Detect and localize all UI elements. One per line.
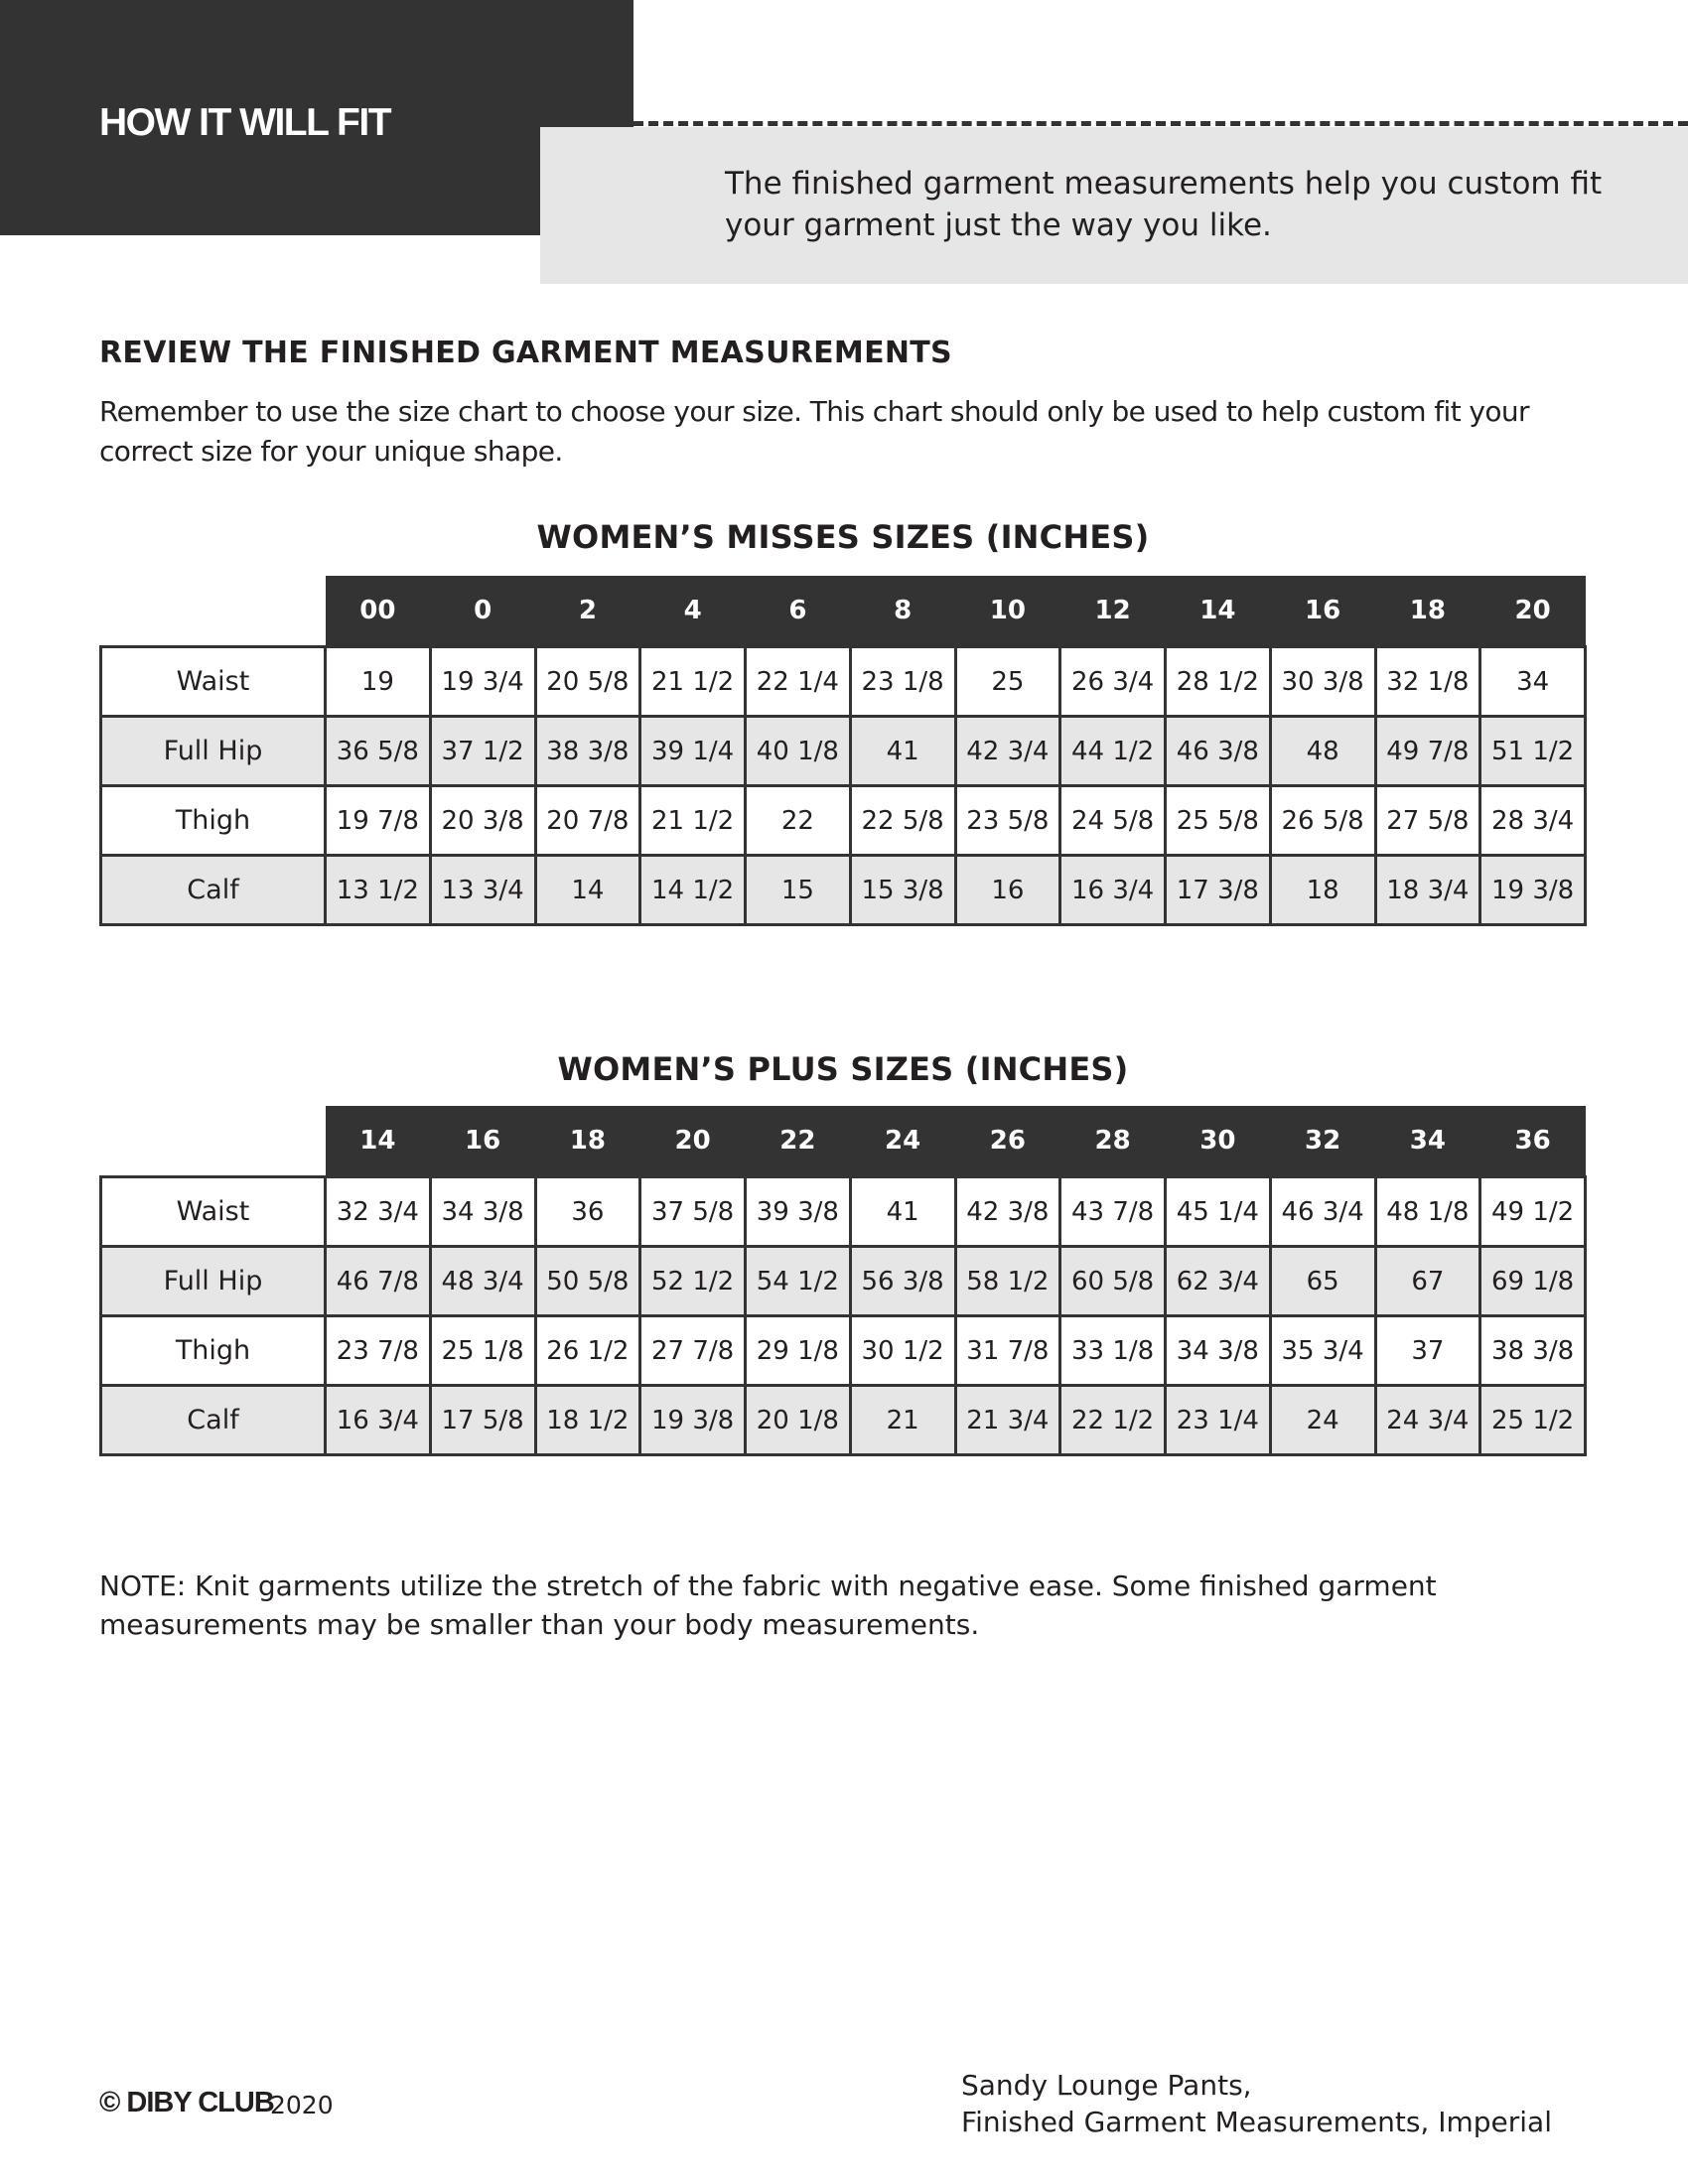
measurement-cell: 21 1/2 (640, 647, 746, 717)
measurement-cell: 17 5/8 (430, 1386, 535, 1455)
measurement-cell: 22 (746, 786, 851, 856)
measurement-cell: 56 3/8 (850, 1247, 955, 1316)
size-header-cell: 10 (955, 576, 1060, 647)
measurement-cell: 40 1/8 (746, 717, 851, 786)
measurement-cell: 27 7/8 (640, 1316, 746, 1386)
size-header-cell: 4 (640, 576, 746, 647)
measurement-cell: 15 (746, 856, 851, 925)
measurement-cell: 23 7/8 (326, 1316, 431, 1386)
measurement-cell: 58 1/2 (955, 1247, 1060, 1316)
measurement-cell: 25 1/8 (430, 1316, 535, 1386)
size-header-cell: 6 (746, 576, 851, 647)
knit-note: NOTE: Knit garments utilize the stretch of the fabric with negative ease. Some finished garment measurements may be smaller than your body measurements. (99, 1570, 1437, 1641)
measurement-cell: 37 5/8 (640, 1177, 746, 1247)
size-header-cell: 14 (1166, 576, 1271, 647)
size-header-cell: 20 (1480, 576, 1586, 647)
measurement-cell: 46 7/8 (326, 1247, 431, 1316)
measurement-cell: 30 1/2 (850, 1316, 955, 1386)
measurement-cell: 19 (326, 647, 431, 717)
measurement-cell: 62 3/4 (1166, 1247, 1271, 1316)
measurement-cell: 43 7/8 (1060, 1177, 1166, 1247)
size-header-cell: 16 (1270, 576, 1375, 647)
misses-table-title: WOMEN’S MISSES SIZES (INCHES) (536, 518, 1150, 556)
size-header-cell: 22 (746, 1106, 851, 1177)
measurement-cell: 18 3/4 (1375, 856, 1480, 925)
empty-corner-cell (101, 1106, 326, 1177)
measurement-cell: 26 1/2 (535, 1316, 640, 1386)
measurement-cell: 33 1/8 (1060, 1316, 1166, 1386)
measurement-cell: 19 3/8 (1480, 856, 1586, 925)
measurement-cell: 32 1/8 (1375, 647, 1480, 717)
intro-text: The finished garment measurements help you custom fit your garment just the way you like. (725, 166, 1603, 243)
measurement-cell: 46 3/8 (1166, 717, 1271, 786)
size-header-cell: 24 (850, 1106, 955, 1177)
measurement-cell: 19 3/4 (430, 647, 535, 717)
measurement-cell: 23 5/8 (955, 786, 1060, 856)
row-label: Full Hip (101, 1247, 326, 1316)
size-header-cell: 8 (850, 576, 955, 647)
measurement-cell: 36 (535, 1177, 640, 1247)
measurement-cell: 22 5/8 (850, 786, 955, 856)
row-label: Waist (101, 1177, 326, 1247)
measurement-cell: 38 3/8 (1480, 1316, 1586, 1386)
measurement-cell: 24 (1270, 1386, 1375, 1455)
measurement-cell: 21 (850, 1386, 955, 1455)
measurement-cell: 16 (955, 856, 1060, 925)
measurement-cell: 48 3/4 (430, 1247, 535, 1316)
measurement-cell: 42 3/8 (955, 1177, 1060, 1247)
measurement-cell: 34 3/8 (430, 1177, 535, 1247)
measurement-cell: 39 1/4 (640, 717, 746, 786)
table-row (101, 717, 1586, 786)
measurement-cell: 13 3/4 (430, 856, 535, 925)
measurement-cell: 16 3/4 (326, 1386, 431, 1455)
measurement-cell: 29 1/8 (746, 1316, 851, 1386)
measurement-cell: 24 5/8 (1060, 786, 1166, 856)
size-header-cell: 18 (1375, 576, 1480, 647)
measurement-cell: 49 7/8 (1375, 717, 1480, 786)
measurement-cell: 18 (1270, 856, 1375, 925)
measurement-cell: 35 3/4 (1270, 1316, 1375, 1386)
measurement-cell: 14 1/2 (640, 856, 746, 925)
measurement-cell: 18 1/2 (535, 1386, 640, 1455)
measurement-cell: 14 (535, 856, 640, 925)
size-header-cell: 2 (535, 576, 640, 647)
size-header-cell: 26 (955, 1106, 1060, 1177)
measurement-cell: 46 3/4 (1270, 1177, 1375, 1247)
measurement-cell: 52 1/2 (640, 1247, 746, 1316)
dashed-divider (633, 121, 1688, 126)
size-header-cell: 0 (430, 576, 535, 647)
table-row (101, 1386, 1586, 1455)
measurement-cell: 30 3/8 (1270, 647, 1375, 717)
size-header-cell: 36 (1480, 1106, 1586, 1177)
table-row (101, 786, 1586, 856)
measurement-cell: 48 (1270, 717, 1375, 786)
footer-document-title: Sandy Lounge Pants, Finished Garment Measurements, Imperial (961, 2069, 1552, 2138)
row-label: Thigh (101, 1316, 326, 1386)
size-header-row (101, 1106, 1586, 1177)
measurement-cell: 19 3/8 (640, 1386, 746, 1455)
table-row (101, 1177, 1586, 1247)
measurement-cell: 48 1/8 (1375, 1177, 1480, 1247)
size-header-cell: 20 (640, 1106, 746, 1177)
measurement-cell: 31 7/8 (955, 1316, 1060, 1386)
measurement-cell: 21 1/2 (640, 786, 746, 856)
table-row (101, 1247, 1586, 1316)
measurement-cell: 24 3/4 (1375, 1386, 1480, 1455)
measurement-cell: 51 1/2 (1480, 717, 1586, 786)
measurement-cell: 34 (1480, 647, 1586, 717)
measurement-cell: 50 5/8 (535, 1247, 640, 1316)
measurement-cell: 60 5/8 (1060, 1247, 1166, 1316)
measurement-cell: 42 3/4 (955, 717, 1060, 786)
size-header-cell: 30 (1166, 1106, 1271, 1177)
size-header-cell: 00 (326, 576, 431, 647)
measurement-cell: 15 3/8 (850, 856, 955, 925)
measurement-cell: 20 3/8 (430, 786, 535, 856)
size-header-cell: 18 (535, 1106, 640, 1177)
header-banner (0, 0, 633, 235)
measurement-cell: 22 1/4 (746, 647, 851, 717)
row-label: Calf (101, 856, 326, 925)
measurement-cell: 36 5/8 (326, 717, 431, 786)
measurement-cell: 25 (955, 647, 1060, 717)
table-row (101, 856, 1586, 925)
measurement-cell: 26 3/4 (1060, 647, 1166, 717)
size-header-cell: 34 (1375, 1106, 1480, 1177)
size-header-row (101, 576, 1586, 647)
measurement-cell: 39 3/8 (746, 1177, 851, 1247)
section-body: Remember to use the size chart to choose your size. This chart should only be used to help custom fit your correct size for your unique shape. (99, 395, 1529, 468)
section-heading: REVIEW THE FINISHED GARMENT MEASUREMENTS (99, 336, 952, 370)
size-header-cell: 16 (430, 1106, 535, 1177)
measurement-cell: 32 3/4 (326, 1177, 431, 1247)
measurement-cell: 21 3/4 (955, 1386, 1060, 1455)
measurement-cell: 25 1/2 (1480, 1386, 1586, 1455)
measurement-cell: 44 1/2 (1060, 717, 1166, 786)
plus-table-title: WOMEN’S PLUS SIZES (INCHES) (557, 1050, 1129, 1088)
measurement-cell: 69 1/8 (1480, 1247, 1586, 1316)
measurement-cell: 41 (850, 717, 955, 786)
measurement-cell: 38 3/8 (535, 717, 640, 786)
measurement-cell: 26 5/8 (1270, 786, 1375, 856)
size-header-cell: 28 (1060, 1106, 1166, 1177)
measurement-cell: 45 1/4 (1166, 1177, 1271, 1247)
measurement-cell: 23 1/4 (1166, 1386, 1271, 1455)
size-header-cell: 14 (326, 1106, 431, 1177)
table-row (101, 1316, 1586, 1386)
measurement-cell: 25 5/8 (1166, 786, 1271, 856)
measurement-cell: 54 1/2 (746, 1247, 851, 1316)
measurement-cell: 28 1/2 (1166, 647, 1271, 717)
row-label: Waist (101, 647, 326, 717)
measurement-cell: 23 1/8 (850, 647, 955, 717)
measurement-cell: 41 (850, 1177, 955, 1247)
measurement-cell: 16 3/4 (1060, 856, 1166, 925)
measurement-cell: 27 5/8 (1375, 786, 1480, 856)
measurement-cell: 37 (1375, 1316, 1480, 1386)
empty-corner-cell (101, 576, 326, 647)
measurement-cell: 49 1/2 (1480, 1177, 1586, 1247)
table-row (101, 647, 1586, 717)
measurement-cell: 34 3/8 (1166, 1316, 1271, 1386)
measurement-cell: 67 (1375, 1247, 1480, 1316)
measurement-cell: 20 1/8 (746, 1386, 851, 1455)
row-label: Full Hip (101, 717, 326, 786)
measurement-cell: 28 3/4 (1480, 786, 1586, 856)
size-header-cell: 12 (1060, 576, 1166, 647)
measurement-cell: 22 1/2 (1060, 1386, 1166, 1455)
size-header-cell: 32 (1270, 1106, 1375, 1177)
measurement-cell: 17 3/8 (1166, 856, 1271, 925)
row-label: Thigh (101, 786, 326, 856)
row-label: Calf (101, 1386, 326, 1455)
measurement-cell: 19 7/8 (326, 786, 431, 856)
measurement-cell: 20 7/8 (535, 786, 640, 856)
page-title: HOW IT WILL FIT (99, 101, 391, 144)
brand-logo: © DIBY CLUB (99, 2087, 274, 2118)
measurement-cell: 20 5/8 (535, 647, 640, 717)
plus-size-table (99, 1106, 1587, 1456)
misses-size-table (99, 576, 1587, 926)
measurement-cell: 37 1/2 (430, 717, 535, 786)
measurement-cell: 13 1/2 (326, 856, 431, 925)
copyright-year: 2020 (270, 2091, 334, 2119)
measurement-cell: 65 (1270, 1247, 1375, 1316)
